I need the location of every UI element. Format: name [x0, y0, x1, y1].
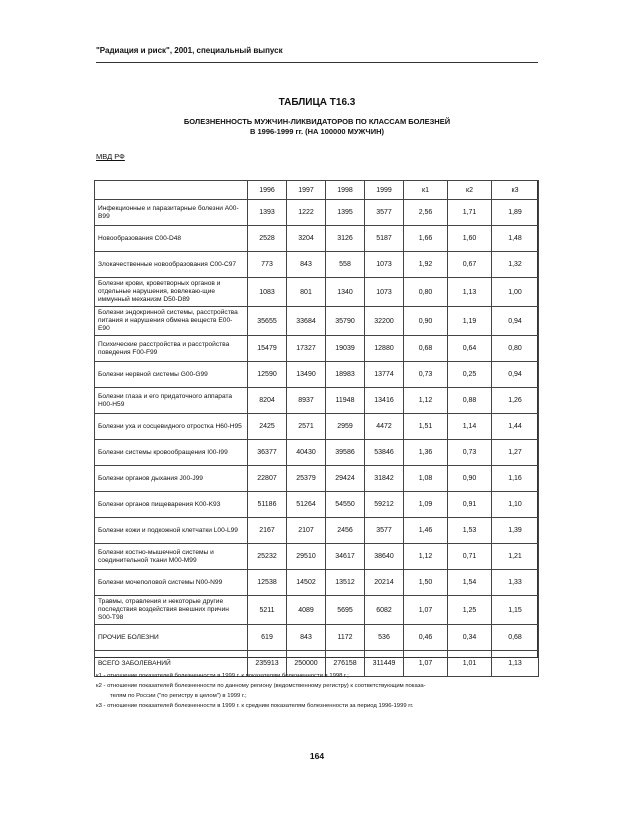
table-row	[95, 200, 539, 226]
table-cell: 1393	[248, 200, 287, 226]
source-label: МВД РФ	[96, 152, 125, 161]
table-cell: 0,25	[448, 362, 492, 388]
table-cell: 619	[248, 625, 287, 651]
table-cell: 1,46	[404, 518, 448, 544]
table-cell: 2107	[287, 518, 326, 544]
table-cell: 8204	[248, 388, 287, 414]
table-cell: 33684	[287, 307, 326, 336]
table-cell: 32200	[365, 307, 404, 336]
table-cell: 11948	[326, 388, 365, 414]
disease-class-name: Болезни органов дыхания J00-J99	[95, 466, 248, 492]
table-cell: 20214	[365, 570, 404, 596]
disease-class-name: Психические расстройства и расстройства поведения F00-F99	[95, 336, 248, 362]
table-cell: 25379	[287, 466, 326, 492]
footnote-k1: к1 - отношение показателей болезненности в 1999 г. к показателям болезненности в 1998 г.;	[96, 673, 349, 679]
table-cell: 51264	[287, 492, 326, 518]
table-cell: 1,33	[492, 570, 539, 596]
table-cell: 0,90	[404, 307, 448, 336]
table-cell: 15479	[248, 336, 287, 362]
table-cell: 1,51	[404, 414, 448, 440]
table-cell: 39586	[326, 440, 365, 466]
table-cell: 25232	[248, 544, 287, 570]
table-cell: 14502	[287, 570, 326, 596]
disease-class-name: Новообразования C00-D48	[95, 226, 248, 252]
table-subtitle	[96, 117, 538, 137]
column-header: к1	[404, 181, 448, 200]
table-cell: 12590	[248, 362, 287, 388]
table-cell: 51186	[248, 492, 287, 518]
disease-class-name: ПРОЧИЕ БОЛЕЗНИ	[95, 625, 248, 651]
table-cell: 4089	[287, 596, 326, 625]
page-number: 164	[309, 751, 325, 761]
table-cell: 1,25	[448, 596, 492, 625]
table-cell: 0,71	[448, 544, 492, 570]
disease-class-name: ВСЕГО ЗАБОЛЕВАНИЙ	[95, 651, 248, 677]
table-cell: 843	[287, 252, 326, 278]
table-cell: 3204	[287, 226, 326, 252]
table-cell: 1,53	[448, 518, 492, 544]
disease-class-name: Злокачественные новообразования C00-C97	[95, 252, 248, 278]
table-cell: 31842	[365, 466, 404, 492]
table-cell: 1172	[326, 625, 365, 651]
table-cell: 1073	[365, 252, 404, 278]
table-row	[95, 570, 539, 596]
table-cell: 35655	[248, 307, 287, 336]
table-row	[95, 466, 539, 492]
table-cell: 1,09	[404, 492, 448, 518]
disease-class-name: Болезни крови, кроветворных органов и отдельные нарушения, вовлекаю-щие иммунный механизм D50-D89	[95, 278, 248, 307]
table-row	[95, 518, 539, 544]
disease-class-name: Болезни глаза и его придаточного аппарата H00-H59	[95, 388, 248, 414]
table-cell: 3577	[365, 200, 404, 226]
table-cell: 13774	[365, 362, 404, 388]
table-cell: 2959	[326, 414, 365, 440]
disease-class-name: Болезни нервной системы G00-G99	[95, 362, 248, 388]
disease-class-name: Болезни кожи и подкожной клетчатки L00-L99	[95, 518, 248, 544]
table-cell: 1,39	[492, 518, 539, 544]
table-cell: 1,15	[492, 596, 539, 625]
table-cell: 536	[365, 625, 404, 651]
table-cell: 0,64	[448, 336, 492, 362]
footnote-k2: к2 - отношение показателей болезненности по данному региону (ведомственному регистру) к соответствующим показа-	[96, 683, 426, 689]
header-corner	[95, 181, 248, 200]
table-cell: 3577	[365, 518, 404, 544]
journal-header: "Радиация и риск", 2001, специальный выпуск	[96, 46, 283, 55]
table-cell: 6082	[365, 596, 404, 625]
table-cell: 3126	[326, 226, 365, 252]
footnote-k3: к3 - отношение показателей болезненности в 1999 г. к средним показателям болезненности за период 1996-1999 гг.	[96, 703, 414, 709]
column-header: 1999	[365, 181, 404, 200]
table-header-row	[95, 181, 539, 200]
table-cell: 2528	[248, 226, 287, 252]
table-cell: 29424	[326, 466, 365, 492]
table-row	[95, 544, 539, 570]
table-cell: 35790	[326, 307, 365, 336]
table-cell: 1,36	[404, 440, 448, 466]
table-cell: 8937	[287, 388, 326, 414]
table-cell: 0,68	[492, 625, 539, 651]
table-cell: 2456	[326, 518, 365, 544]
table-row	[95, 252, 539, 278]
table-cell: 1,16	[492, 466, 539, 492]
table-cell: 1,13	[492, 651, 539, 677]
table-row	[95, 440, 539, 466]
header-rule	[96, 62, 538, 63]
table-cell: 1,14	[448, 414, 492, 440]
table-cell: 0,73	[404, 362, 448, 388]
table-cell: 1073	[365, 278, 404, 307]
morbidity-table	[94, 180, 539, 677]
table-cell: 13416	[365, 388, 404, 414]
table-cell: 843	[287, 625, 326, 651]
table-cell: 18983	[326, 362, 365, 388]
disease-class-name: Травмы, отравления и некоторые другие последствия воздействия внешних причин S00-T98	[95, 596, 248, 625]
table-cell: 53846	[365, 440, 404, 466]
table-cell: 19039	[326, 336, 365, 362]
column-header: к2	[448, 181, 492, 200]
table-cell: 5187	[365, 226, 404, 252]
table-cell: 0,67	[448, 252, 492, 278]
table-cell: 311449	[365, 651, 404, 677]
table-cell: 1,26	[492, 388, 539, 414]
table-cell: 1,19	[448, 307, 492, 336]
disease-class-name: Болезни системы кровообращения I00-I99	[95, 440, 248, 466]
disease-class-name: Болезни эндокринной системы, расстройства питания и нарушения обмена веществ E00-E90	[95, 307, 248, 336]
table-cell: 0,88	[448, 388, 492, 414]
column-header: 1996	[248, 181, 287, 200]
table-cell: 1,08	[404, 466, 448, 492]
table-cell: 1,10	[492, 492, 539, 518]
table-cell: 1,71	[448, 200, 492, 226]
table-cell: 276158	[326, 651, 365, 677]
table-row	[95, 307, 539, 336]
table-cell: 1083	[248, 278, 287, 307]
table-cell: 801	[287, 278, 326, 307]
table-cell: 40430	[287, 440, 326, 466]
table-row	[95, 492, 539, 518]
table-cell: 1,27	[492, 440, 539, 466]
disease-class-name: Болезни мочеполовой системы N00-N99	[95, 570, 248, 596]
table-row	[95, 625, 539, 651]
disease-class-name: Болезни органов пищеварения K00-K93	[95, 492, 248, 518]
table-cell: 17327	[287, 336, 326, 362]
table-cell: 1,92	[404, 252, 448, 278]
table-cell: 2571	[287, 414, 326, 440]
table-cell: 1,50	[404, 570, 448, 596]
table-cell: 1395	[326, 200, 365, 226]
column-header: 1997	[287, 181, 326, 200]
table-cell: 13490	[287, 362, 326, 388]
column-header: к3	[492, 181, 539, 200]
table-cell: 29510	[287, 544, 326, 570]
subtitle-line-2: В 1996-1999 гг. (НА 100000 МУЖЧИН)	[250, 127, 384, 136]
table-cell: 1,01	[448, 651, 492, 677]
table-cell: 13512	[326, 570, 365, 596]
disease-class-name: Болезни уха и сосцевидного отростка H60-H95	[95, 414, 248, 440]
table-cell: 0,73	[448, 440, 492, 466]
table-cell: 1,32	[492, 252, 539, 278]
table-cell: 1,12	[404, 544, 448, 570]
table-cell: 5695	[326, 596, 365, 625]
table-cell: 1,44	[492, 414, 539, 440]
table-cell: 12538	[248, 570, 287, 596]
table-cell: 1340	[326, 278, 365, 307]
column-header: 1998	[326, 181, 365, 200]
table-row	[95, 362, 539, 388]
table-cell: 0,34	[448, 625, 492, 651]
table-cell: 1,07	[404, 596, 448, 625]
table-cell: 558	[326, 252, 365, 278]
table-row	[95, 388, 539, 414]
table-cell: 1222	[287, 200, 326, 226]
table-row	[95, 596, 539, 625]
table-cell: 59212	[365, 492, 404, 518]
table-cell: 2425	[248, 414, 287, 440]
table-cell: 2,56	[404, 200, 448, 226]
table-title: ТАБЛИЦА Т16.3	[278, 97, 356, 108]
disease-class-name: Болезни костно-мышечной системы и соединительной ткани M00-M99	[95, 544, 248, 570]
table-cell: 250000	[287, 651, 326, 677]
table-cell: 0,91	[448, 492, 492, 518]
table-cell: 38640	[365, 544, 404, 570]
table-cell: 235913	[248, 651, 287, 677]
table-cell: 773	[248, 252, 287, 278]
table-row	[95, 226, 539, 252]
table-cell: 1,48	[492, 226, 539, 252]
table-cell: 0,80	[404, 278, 448, 307]
table-cell: 0,90	[448, 466, 492, 492]
table-cell: 0,46	[404, 625, 448, 651]
table-cell: 5211	[248, 596, 287, 625]
table-cell: 1,54	[448, 570, 492, 596]
disease-class-name: Инфекционные и паразитарные болезни A00-B99	[95, 200, 248, 226]
table-row	[95, 336, 539, 362]
table-cell: 0,94	[492, 362, 539, 388]
table-cell: 34617	[326, 544, 365, 570]
footnote-k2-continued: телям по России ("по регистру в целом") в 1999 г.;	[110, 693, 247, 699]
table-cell: 0,80	[492, 336, 539, 362]
subtitle-line-1: БОЛЕЗНЕННОСТЬ МУЖЧИН-ЛИКВИДАТОРОВ ПО КЛАССАМ БОЛЕЗНЕЙ	[183, 117, 451, 126]
table-cell: 2167	[248, 518, 287, 544]
table-cell: 0,68	[404, 336, 448, 362]
table-cell: 4472	[365, 414, 404, 440]
table-cell: 1,60	[448, 226, 492, 252]
table-cell: 1,21	[492, 544, 539, 570]
table-cell: 54550	[326, 492, 365, 518]
table-cell: 1,13	[448, 278, 492, 307]
table-cell: 1,89	[492, 200, 539, 226]
table-cell: 1,07	[404, 651, 448, 677]
table-row	[95, 278, 539, 307]
table-cell: 0,94	[492, 307, 539, 336]
table-cell: 1,12	[404, 388, 448, 414]
table-cell: 12880	[365, 336, 404, 362]
table-cell: 1,66	[404, 226, 448, 252]
table-cell: 36377	[248, 440, 287, 466]
table-row	[95, 414, 539, 440]
footnotes	[96, 671, 542, 711]
table-cell: 22807	[248, 466, 287, 492]
table-cell: 1,00	[492, 278, 539, 307]
